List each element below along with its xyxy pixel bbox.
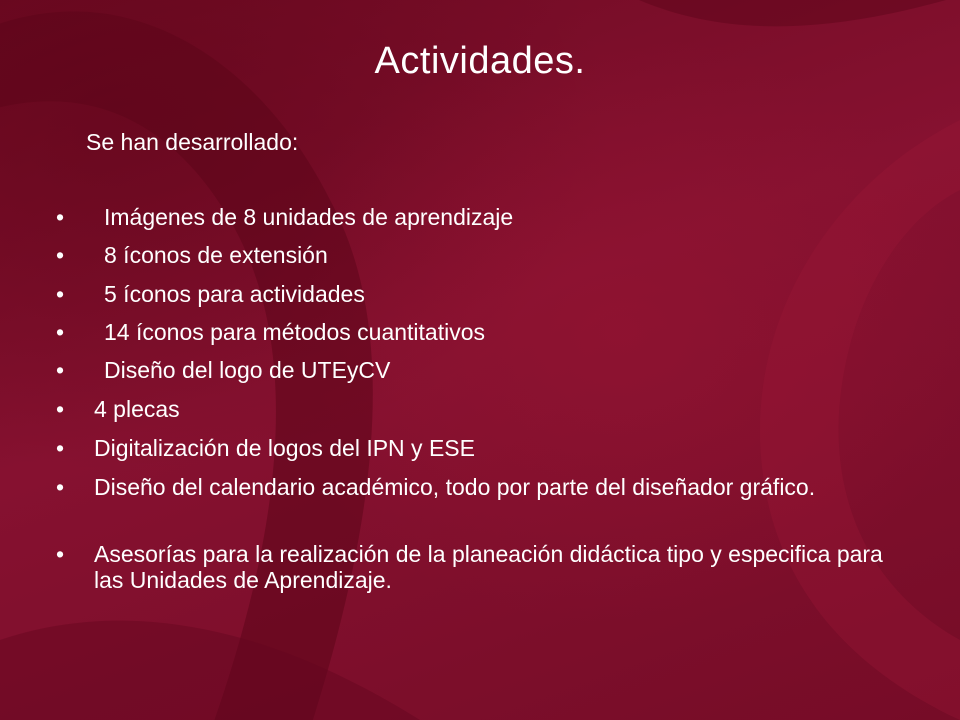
slide-title: Actividades.: [374, 40, 586, 82]
list-item: [56, 435, 896, 461]
list-item-text: Diseño del calendario académico, todo por parte del diseñador gráfico.: [94, 474, 816, 500]
list-item: [56, 281, 896, 307]
bullet-icon: •: [56, 541, 65, 567]
bullet-icon: •: [56, 396, 65, 422]
list-item: [56, 541, 896, 593]
list-item-text: 5 íconos para actividades: [104, 281, 365, 307]
bullet-icon: •: [56, 242, 65, 268]
list-item: [56, 357, 896, 383]
list-item-text: Asesorías para la realización de la planeación didáctica tipo y especifica para las Unidades de Aprendizaje.: [94, 541, 883, 593]
list-item-text: 14 íconos para métodos cuantitativos: [104, 319, 486, 345]
list-item-text: Diseño del logo de UTEyCV: [104, 357, 391, 383]
list-item-text: Digitalización de logos del IPN y ESE: [94, 435, 475, 461]
list-item: [56, 474, 896, 500]
bullet-icon: •: [56, 319, 65, 345]
bullet-icon: •: [56, 204, 65, 230]
list-item-text: 4 plecas: [94, 396, 180, 422]
bullet-icon: •: [56, 357, 65, 383]
bullet-icon: •: [56, 435, 65, 461]
list-item-text: 8 íconos de extensión: [104, 242, 328, 268]
list-item: [56, 242, 896, 268]
bullet-icon: •: [56, 281, 65, 307]
list-item-text: Imágenes de 8 unidades de aprendizaje: [104, 204, 514, 230]
bullet-icon: •: [56, 474, 65, 500]
list-item: [56, 396, 896, 422]
intro-text: Se han desarrollado:: [86, 129, 299, 155]
list-item: [56, 204, 896, 230]
list-item: [56, 319, 896, 345]
